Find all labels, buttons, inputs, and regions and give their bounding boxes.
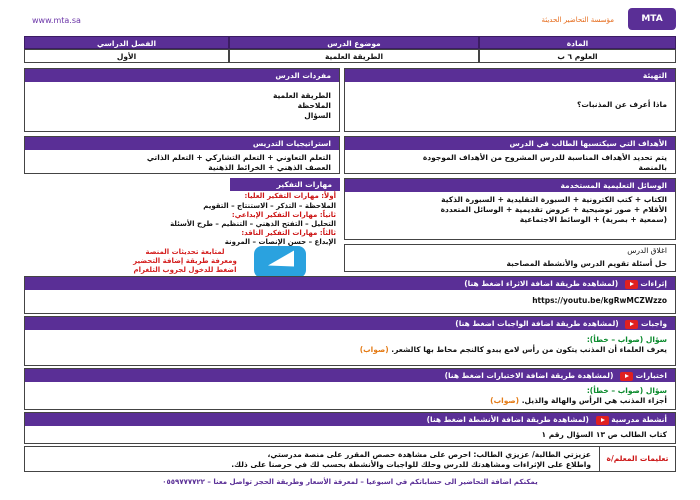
homework-title: واجبات xyxy=(640,319,667,328)
thinking-line-3: الإبداع – حسن الإنصات – المرونة xyxy=(224,238,336,246)
promo-line: ومعرفة طريقة إضافة التحضير xyxy=(133,257,237,265)
org-name: مؤسسة التحاضير الحديثة xyxy=(541,16,614,24)
teacher-notes-line: عزيزتي الطالبة/ عزيزي الطالب: احرص على مشاهدة حصص المقرر على منصة مدرستي، xyxy=(267,450,591,459)
homework-video-link[interactable]: (لمشاهدة طريقة اضافة الواجبات اضغط هنا) xyxy=(455,319,619,328)
thinking-heading-2: ثانياً: مهارات التفكير الإبداعي: xyxy=(231,211,336,219)
resources-line: (سمعية + بصرية) + الوسائط الاجتماعية xyxy=(519,215,667,224)
teacher-notes-label: تعليمات المعلم/ة xyxy=(599,447,675,471)
enrichment-video-link[interactable]: (لمشاهدة طريقة اضافة الاثراء اضغط هنا) xyxy=(464,279,619,288)
topic-value: الطريقة العلمية xyxy=(229,49,479,63)
closing-title: اغلاق الدرس xyxy=(627,246,667,255)
enrichment-header xyxy=(25,277,675,290)
youtube-icon[interactable] xyxy=(596,416,609,425)
intro-title: التهيئة xyxy=(345,69,675,82)
promo-line: لمتابعة تحديثات المنصة xyxy=(145,248,225,256)
top-header xyxy=(24,8,676,34)
term-value: الأول xyxy=(24,49,229,63)
closing-section xyxy=(344,244,676,272)
closing-text: حل أسئلة تقويم الدرس والأنشطة المصاحبة xyxy=(506,259,667,268)
strategies-line: العصف الذهني + الخرائط الذهنية xyxy=(208,163,331,172)
promo-line: اضغط للدخول لجروب التلغرام xyxy=(133,266,237,274)
homework-section xyxy=(24,316,676,366)
telegram-promo[interactable] xyxy=(116,248,254,275)
vocab-title: مفردات الدرس xyxy=(25,69,339,82)
vocab-item: السؤال xyxy=(304,111,331,120)
mta-logo: MTA xyxy=(628,8,676,30)
tests-type: سؤال (صواب – خطأ): xyxy=(586,386,667,395)
term-label: الفصل الدراسي xyxy=(24,36,229,49)
vocab-item: الملاحظة xyxy=(297,101,331,110)
telegram-icon[interactable] xyxy=(254,246,306,278)
footer-contact: يمكنكم اضافة التحاضير الى حساباتكم في اسبوعيا – لمعرفة الأسعار وطريقة الحجز تواصل معنا – ٠٥٥٩٧٧٧٧٢٢ xyxy=(162,478,538,486)
teacher-notes-section xyxy=(24,446,676,472)
youtube-icon[interactable] xyxy=(625,320,638,329)
objectives-section xyxy=(344,136,676,174)
enrichment-title: إثراءات xyxy=(640,279,667,288)
strategies-section xyxy=(24,136,340,174)
strategies-title: استراتيجيات التدريس xyxy=(25,137,339,150)
homework-question: يعرف العلماء أن المذنب يتكون من رأس لامع يبدو كالنجم محاط بها كالشعر. xyxy=(391,345,667,354)
enrichment-url[interactable]: https://youtu.be/kgRwMCZWzzo xyxy=(532,296,667,305)
resources-title: الوسائل التعليمية المستخدمة xyxy=(345,179,675,192)
homework-answer: (صواب) xyxy=(359,345,389,354)
objectives-title: الأهداف التي سيكتسبها الطالب في الدرس xyxy=(345,137,675,150)
activities-video-link[interactable]: (لمشاهدة طريقة اضافة الأنشطة اضغط هنا) xyxy=(426,415,589,424)
teacher-notes-line: واطلاع على الإثراءات ومشاهدتك للدرس وحلك للواجبات والأنشطة بحسب لك في حرصنا على ذلك. xyxy=(231,460,591,469)
tests-title: اختبارات xyxy=(635,371,667,380)
intro-text: ماذا أعرف عن المذنبات؟ xyxy=(577,100,667,109)
site-url[interactable]: www.mta.sa xyxy=(32,16,81,25)
youtube-icon[interactable] xyxy=(620,372,633,381)
vocab-item: الطريقة العلمية xyxy=(272,91,331,100)
thinking-line-1: الملاحظة – التذكر – الاستنتاج – التقويم xyxy=(203,202,336,210)
subject-value: العلوم ٦ ب xyxy=(479,49,676,63)
topic-label: موضوع الدرس xyxy=(229,36,479,49)
tests-header xyxy=(25,369,675,382)
homework-type: سؤال (صواب – خطأ): xyxy=(586,335,667,344)
objectives-line: بالمنصة xyxy=(638,163,667,172)
youtube-icon[interactable] xyxy=(625,280,638,289)
thinking-heading-1: أولاً: مهارات التفكير العليا: xyxy=(244,192,336,200)
enrichment-section xyxy=(24,276,676,314)
resources-line: الكتاب + كتب الكترونية + السبورة التقليدية + السبورة الذكية xyxy=(441,195,667,204)
tests-section xyxy=(24,368,676,410)
activities-section xyxy=(24,412,676,444)
tests-answer: (صواب) xyxy=(490,396,520,405)
thinking-heading-3: ثالثاً: مهارات التفكير الناقد: xyxy=(241,229,336,237)
activities-header xyxy=(25,413,675,426)
resources-line: الأقلام + صور توضيحية + عروض تقديمية + الوسائل المتعددة xyxy=(440,205,667,214)
activities-text: كتاب الطالب ص ١٣ السؤال رقم ١ xyxy=(541,430,667,439)
subject-label: المادة xyxy=(479,36,676,49)
thinking-section xyxy=(24,178,340,246)
intro-section xyxy=(344,68,676,132)
lesson-plan-page xyxy=(24,8,676,494)
objectives-line: يتم تحديد الأهداف المناسبة للدرس المشروح من الأهداف الموجودة xyxy=(422,153,667,162)
tests-video-link[interactable]: (لمشاهدة طريقة اضافة الاختبارات اضغط هنا) xyxy=(444,371,614,380)
resources-section xyxy=(344,178,676,240)
tests-question: أجزاء المذنب هي الرأس والهالة والذيل. xyxy=(521,396,667,405)
vocab-section xyxy=(24,68,340,132)
homework-header xyxy=(25,317,675,330)
activities-title: أنشطة مدرسية xyxy=(611,415,667,424)
strategies-line: التعلم التعاوني + التعلم التشاركي + التعلم الذاتي xyxy=(146,153,331,162)
thinking-line-2: التحليل – التفتح الذهني – التنظيم – طرح الأسئلة xyxy=(170,220,336,228)
thinking-title: مهارات التفكير xyxy=(230,178,340,191)
